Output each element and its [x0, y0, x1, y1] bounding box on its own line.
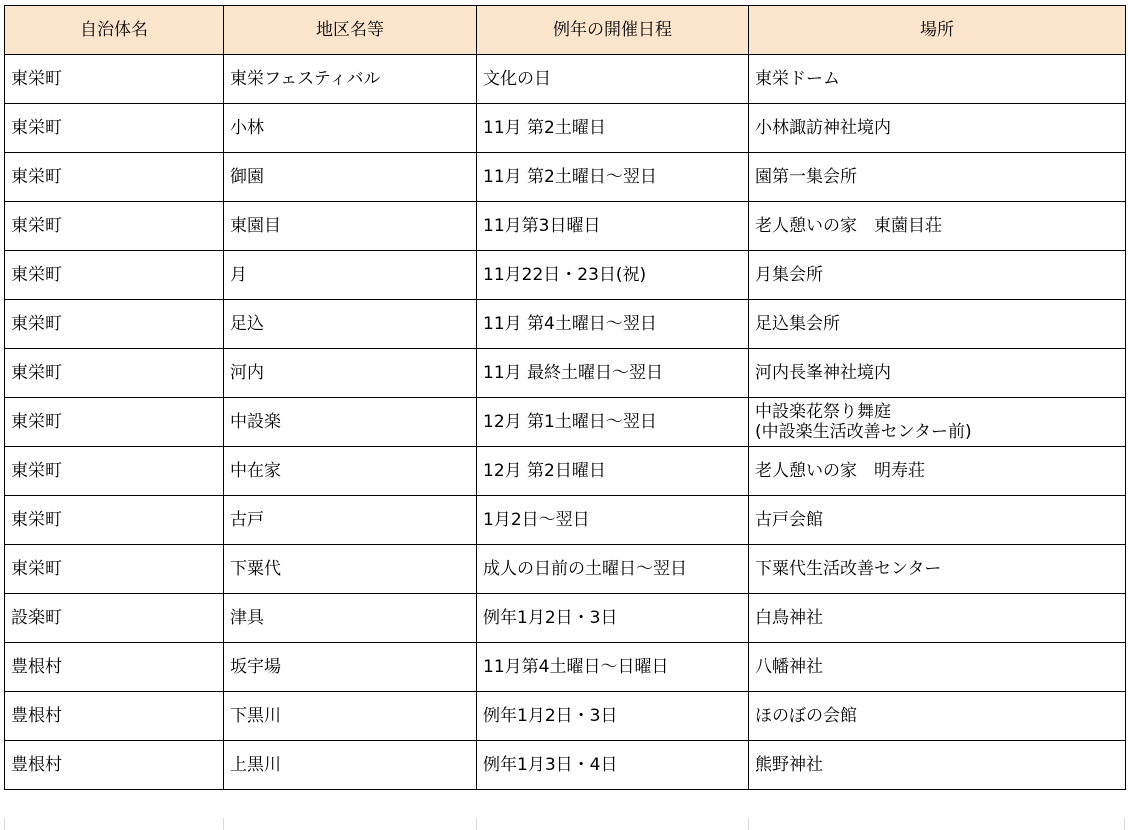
district-cell[interactable]: 東栄フェスティバル	[224, 55, 477, 104]
place-line: 古戸会館	[755, 510, 823, 530]
place-cell[interactable]	[749, 594, 1126, 643]
table-row	[5, 349, 1126, 398]
place-line: 月集会所	[755, 265, 823, 285]
schedule-cell[interactable]: 11月22日・23日(祝)	[477, 251, 749, 300]
district-cell[interactable]: 御園	[224, 153, 477, 202]
district-cell[interactable]: 足込	[224, 300, 477, 349]
table-row	[5, 692, 1126, 741]
column-header-schedule[interactable]: 例年の開催日程	[477, 6, 749, 55]
municipality-cell[interactable]: 東栄町	[5, 202, 224, 251]
table-row	[5, 643, 1126, 692]
municipality-cell[interactable]: 設楽町	[5, 594, 224, 643]
schedule-cell[interactable]: 11月 最終土曜日～翌日	[477, 349, 749, 398]
place-line: 老人憩いの家 東薗目荘	[755, 216, 942, 236]
district-cell[interactable]: 小林	[224, 104, 477, 153]
schedule-cell[interactable]: 11月 第2土曜日	[477, 104, 749, 153]
municipality-cell[interactable]: 東栄町	[5, 251, 224, 300]
district-cell[interactable]: 上黒川	[224, 741, 477, 790]
place-cell[interactable]	[749, 741, 1126, 790]
municipality-cell[interactable]: 東栄町	[5, 349, 224, 398]
place-cell[interactable]	[749, 202, 1126, 251]
municipality-cell[interactable]: 東栄町	[5, 55, 224, 104]
place-cell[interactable]	[749, 55, 1126, 104]
municipality-cell[interactable]: 豊根村	[5, 692, 224, 741]
place-line: 園第一集会所	[755, 167, 857, 187]
table-row	[5, 251, 1126, 300]
header-row	[5, 6, 1126, 55]
place-cell[interactable]	[749, 300, 1126, 349]
municipality-cell[interactable]: 東栄町	[5, 545, 224, 594]
table-row	[5, 398, 1126, 447]
schedule-cell[interactable]: 11月第3日曜日	[477, 202, 749, 251]
schedule-cell[interactable]: 文化の日	[477, 55, 749, 104]
district-cell[interactable]: 下黒川	[224, 692, 477, 741]
table-row	[5, 545, 1126, 594]
next-row-gridlines	[0, 818, 1128, 830]
table-row	[5, 447, 1126, 496]
place-line: 足込集会所	[755, 314, 840, 334]
place-line: 小林諏訪神社境内	[755, 118, 891, 138]
schedule-cell[interactable]: 例年1月2日・3日	[477, 594, 749, 643]
district-cell[interactable]: 中在家	[224, 447, 477, 496]
table-row	[5, 153, 1126, 202]
table-row	[5, 300, 1126, 349]
district-cell[interactable]: 中設楽	[224, 398, 477, 447]
festival-schedule-table	[4, 5, 1126, 790]
district-cell[interactable]: 坂宇場	[224, 643, 477, 692]
table-row	[5, 741, 1126, 790]
place-line: 下粟代生活改善センター	[755, 559, 942, 579]
schedule-cell[interactable]: 12月 第1土曜日～翌日	[477, 398, 749, 447]
district-cell[interactable]: 東園目	[224, 202, 477, 251]
table-row	[5, 104, 1126, 153]
place-cell[interactable]	[749, 251, 1126, 300]
place-cell[interactable]	[749, 349, 1126, 398]
schedule-cell[interactable]: 11月 第4土曜日～翌日	[477, 300, 749, 349]
place-line: 東栄ドーム	[755, 69, 840, 89]
district-cell[interactable]: 古戸	[224, 496, 477, 545]
table-row	[5, 202, 1126, 251]
municipality-cell[interactable]: 東栄町	[5, 447, 224, 496]
schedule-cell[interactable]: 例年1月3日・4日	[477, 741, 749, 790]
column-header-municipality[interactable]: 自治体名	[5, 6, 224, 55]
municipality-cell[interactable]: 東栄町	[5, 398, 224, 447]
place-cell[interactable]	[749, 643, 1126, 692]
column-header-district[interactable]: 地区名等	[224, 6, 477, 55]
district-cell[interactable]: 津具	[224, 594, 477, 643]
place-cell[interactable]	[749, 692, 1126, 741]
column-header-place[interactable]: 場所	[749, 6, 1126, 55]
schedule-cell[interactable]: 例年1月2日・3日	[477, 692, 749, 741]
place-line: 白鳥神社	[755, 608, 823, 628]
municipality-cell[interactable]: 豊根村	[5, 741, 224, 790]
place-line: (中設楽生活改善センター前)	[755, 422, 972, 442]
municipality-cell[interactable]: 東栄町	[5, 300, 224, 349]
place-cell[interactable]	[749, 545, 1126, 594]
place-cell[interactable]	[749, 104, 1126, 153]
place-line: 河内長峯神社境内	[755, 363, 891, 383]
place-line: 老人憩いの家 明寿荘	[755, 461, 925, 481]
schedule-cell[interactable]: 成人の日前の土曜日～翌日	[477, 545, 749, 594]
municipality-cell[interactable]: 東栄町	[5, 496, 224, 545]
municipality-cell[interactable]: 東栄町	[5, 104, 224, 153]
district-cell[interactable]: 下粟代	[224, 545, 477, 594]
place-cell[interactable]	[749, 398, 1126, 447]
municipality-cell[interactable]: 豊根村	[5, 643, 224, 692]
place-line: 中設楽花祭り舞庭	[755, 402, 891, 422]
schedule-cell[interactable]: 1月2日～翌日	[477, 496, 749, 545]
place-line: ほのぼの会館	[755, 706, 857, 726]
place-line: 熊野神社	[755, 755, 823, 775]
schedule-cell[interactable]: 11月 第2土曜日～翌日	[477, 153, 749, 202]
district-cell[interactable]: 河内	[224, 349, 477, 398]
place-cell[interactable]	[749, 447, 1126, 496]
municipality-cell[interactable]: 東栄町	[5, 153, 224, 202]
schedule-cell[interactable]: 12月 第2日曜日	[477, 447, 749, 496]
place-line: 八幡神社	[755, 657, 823, 677]
table-row	[5, 496, 1126, 545]
table-row	[5, 55, 1126, 104]
table-row	[5, 594, 1126, 643]
district-cell[interactable]: 月	[224, 251, 477, 300]
schedule-cell[interactable]: 11月第4土曜日～日曜日	[477, 643, 749, 692]
place-cell[interactable]	[749, 496, 1126, 545]
place-cell[interactable]	[749, 153, 1126, 202]
